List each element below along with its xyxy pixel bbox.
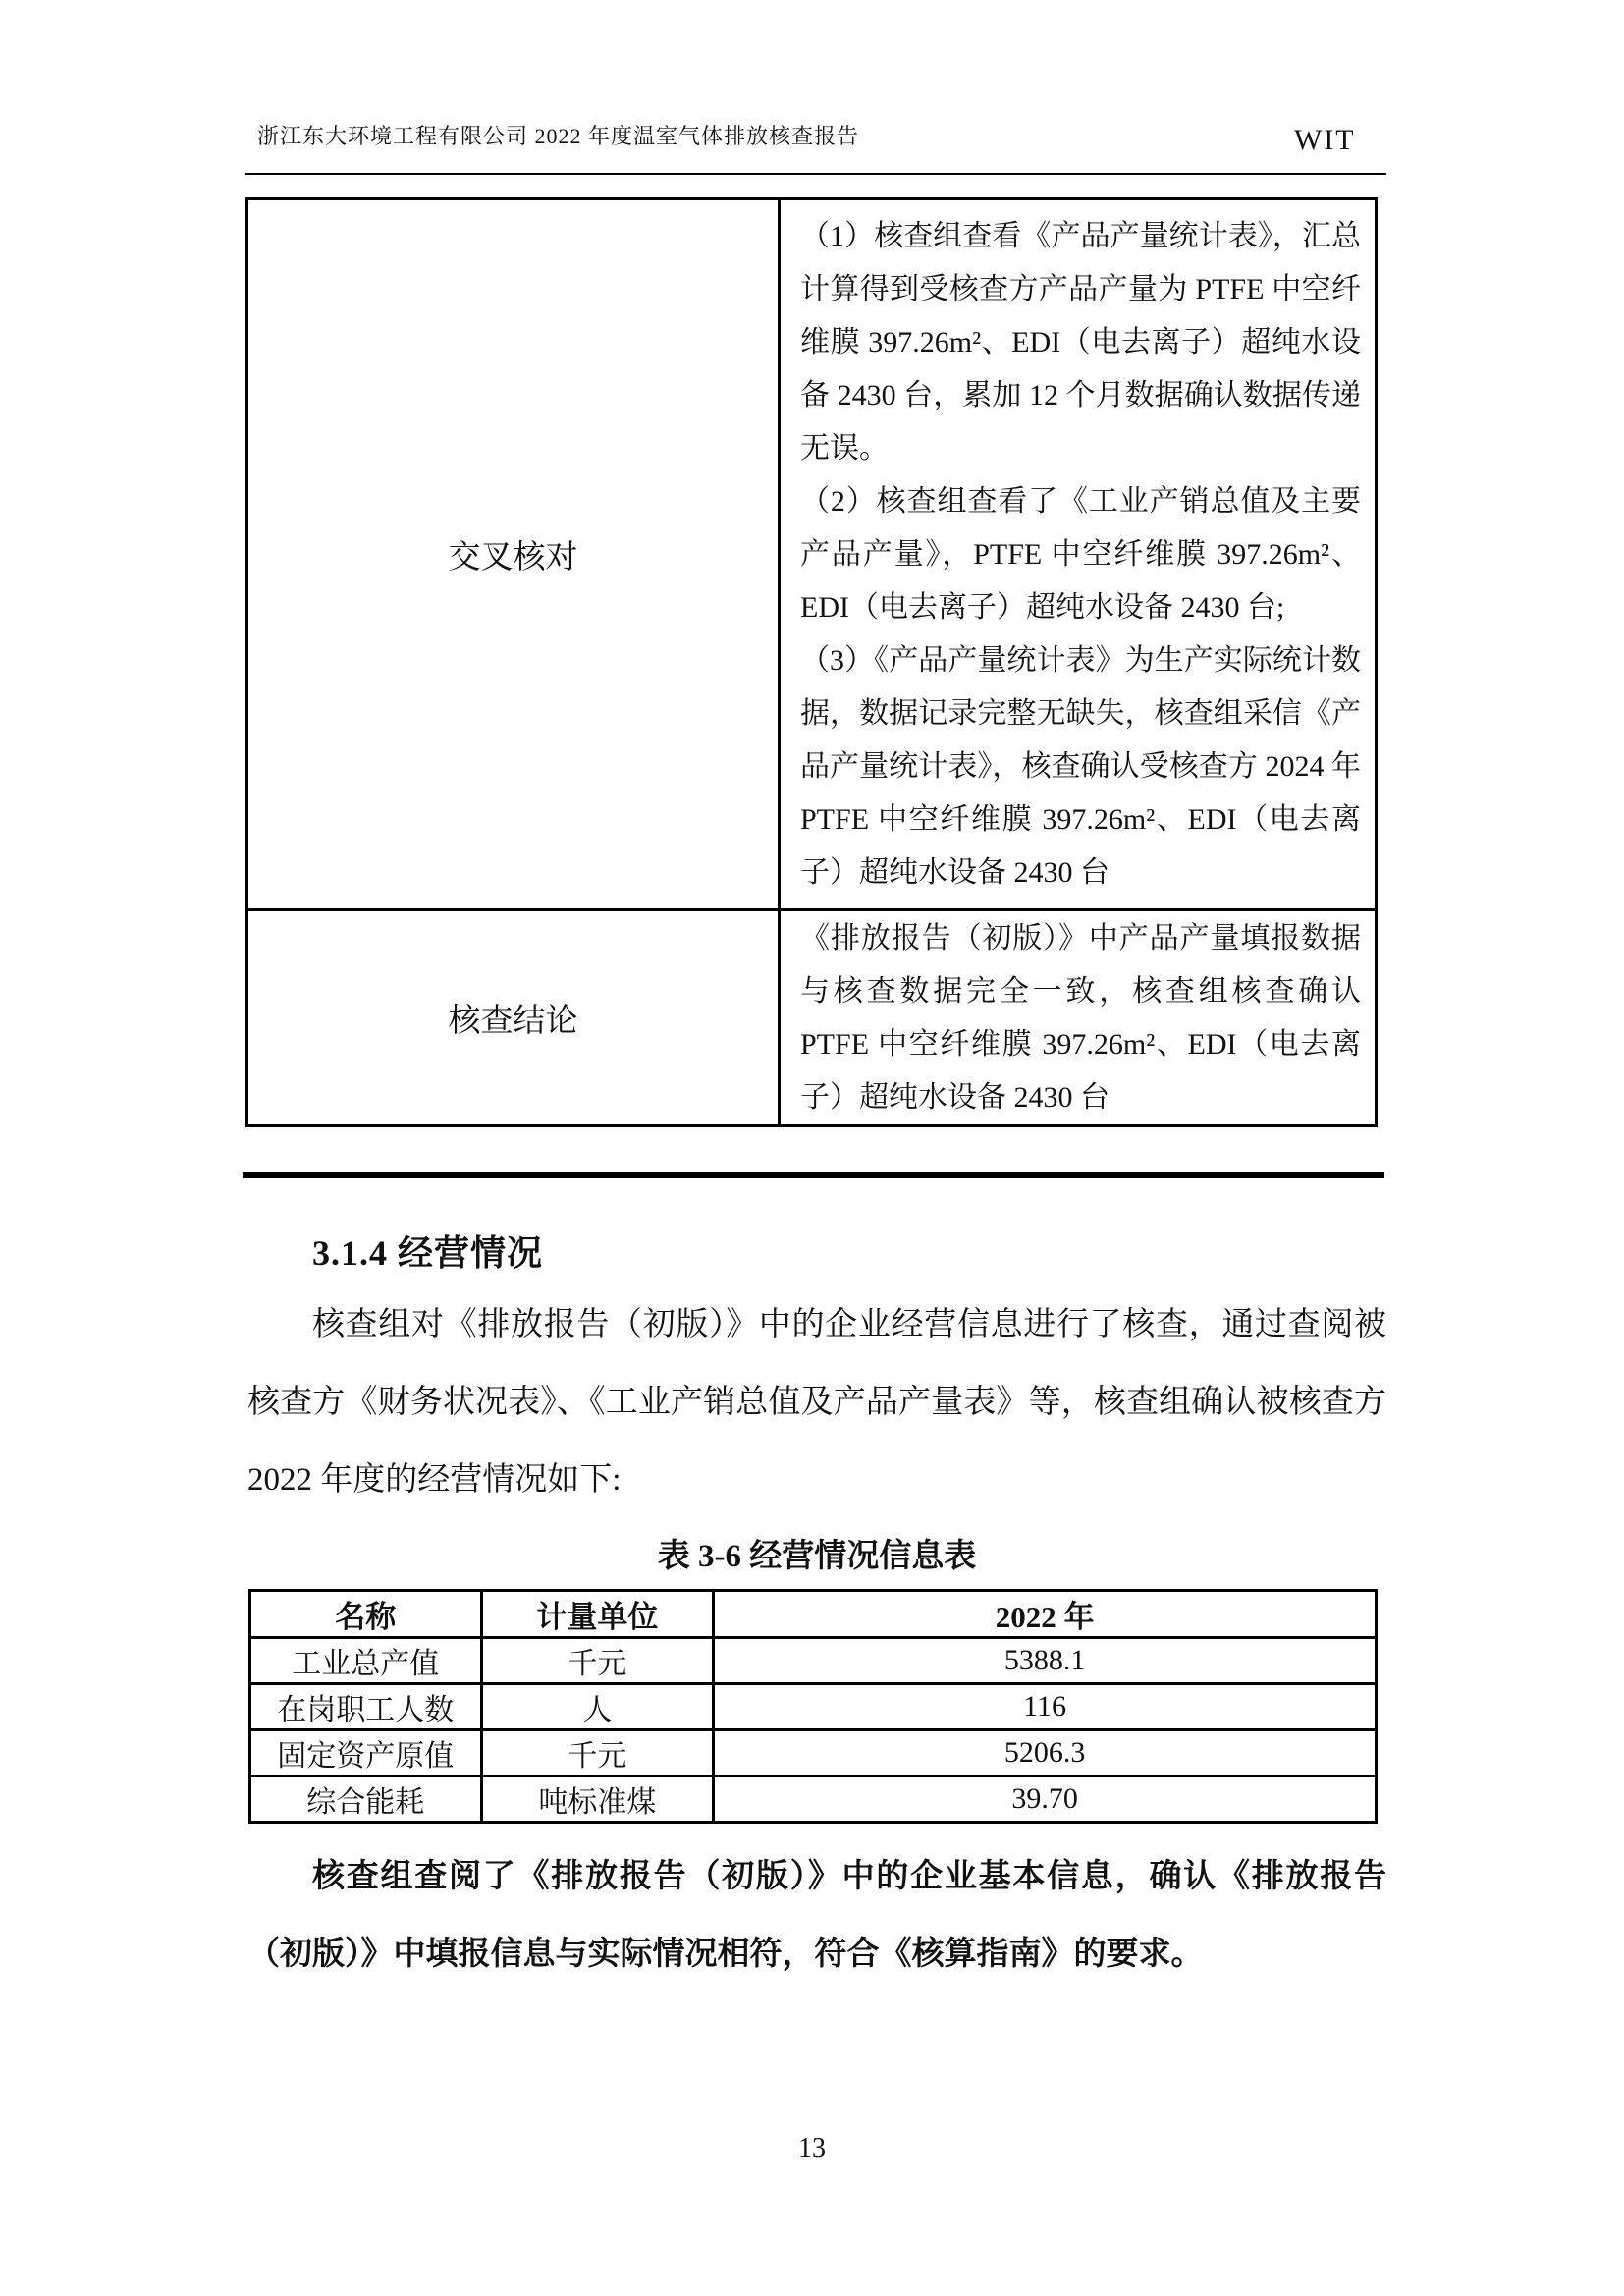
cell-value: 39.70 bbox=[714, 1777, 1377, 1823]
col-header-year: 2022 年 bbox=[714, 1591, 1377, 1638]
conclusion-text: 《排放报告（初版）》中产品产量填报数据与核查数据完全一致，核查组核查确认 PTFE 中空纤维膜 397.26m²、EDI（电去离子）超纯水设备 2430 台 bbox=[800, 921, 1361, 1114]
conclusion-content-cell bbox=[781, 911, 1375, 1124]
col-header-unit: 计量单位 bbox=[481, 1591, 714, 1638]
cross-check-item-2: （2）核查组查看了《工业产销总值及主要产品产量》，PTFE 中空纤维膜 397.26m²、EDI（电去离子）超纯水设备 2430 台; bbox=[800, 484, 1361, 624]
section-heading: 3.1.4 经营情况 bbox=[312, 1233, 544, 1273]
cell-name: 综合能耗 bbox=[250, 1777, 482, 1823]
table-row bbox=[250, 1777, 1377, 1823]
cross-check-item-3: （3）《产品产量统计表》为生产实际统计数据，数据记录完整无缺失，核查组采信《产品产量统计表》，核查确认受核查方 2024 年 PTFE 中空纤维膜 397.26m²、EDI（电去离子）超纯水设备 2430 台 bbox=[800, 643, 1361, 889]
table-row bbox=[248, 908, 1375, 1124]
table-row bbox=[250, 1638, 1377, 1684]
row-label-conclusion: 核查结论 bbox=[248, 911, 781, 1124]
section-separator-rule bbox=[243, 1172, 1384, 1178]
cell-unit: 吨标准煤 bbox=[481, 1777, 714, 1823]
cross-check-table bbox=[245, 197, 1378, 1127]
section-intro-paragraph: 核查组对《排放报告（初版）》中的企业经营信息进行了核查，通过查阅被核查方《财务状况表》、《工业产销总值及产品产量表》等，核查组确认被核查方 2022 年度的经营情况如下: bbox=[247, 1307, 1386, 1498]
row-label-cross-check: 交叉核对 bbox=[248, 200, 781, 908]
cell-name: 在岗职工人数 bbox=[250, 1684, 482, 1730]
table-header-row bbox=[250, 1591, 1377, 1638]
header-rule bbox=[245, 173, 1386, 175]
cell-unit: 人 bbox=[481, 1684, 714, 1730]
table-row bbox=[250, 1684, 1377, 1730]
closing-paragraph: 核查组查阅了《排放报告（初版）》中的企业基本信息，确认《排放报告（初版）》中填报信息与实际情况相符，符合《核算指南》的要求。 bbox=[247, 1859, 1386, 1972]
business-info-table bbox=[248, 1589, 1378, 1824]
cross-check-content-cell bbox=[781, 200, 1375, 908]
cell-unit: 千元 bbox=[481, 1730, 714, 1777]
cell-name: 固定资产原值 bbox=[250, 1730, 482, 1777]
business-table-caption: 表 3-6 经营情况信息表 bbox=[657, 1539, 977, 1574]
cross-check-item-1: （1）核查组查看《产品产量统计表》，汇总计算得到受核查方产品产量为 PTFE 中空纤维膜 397.26m²、EDI（电去离子）超纯水设备 2430 台，累加 12 个月数据确认数据传递无误。 bbox=[800, 219, 1361, 465]
cell-value: 116 bbox=[714, 1684, 1377, 1730]
table-row bbox=[250, 1730, 1377, 1777]
cell-value: 5388.1 bbox=[714, 1638, 1377, 1684]
cell-unit: 千元 bbox=[481, 1638, 714, 1684]
cell-name: 工业总产值 bbox=[250, 1638, 482, 1684]
header-brand-mark: WIT bbox=[1294, 124, 1356, 156]
table-row bbox=[248, 200, 1375, 908]
header-report-title: 浙江东大环境工程有限公司 2022 年度温室气体排放核查报告 bbox=[257, 124, 860, 148]
page-number: 13 bbox=[798, 2133, 826, 2163]
col-header-name: 名称 bbox=[250, 1591, 482, 1638]
cell-value: 5206.3 bbox=[714, 1730, 1377, 1777]
